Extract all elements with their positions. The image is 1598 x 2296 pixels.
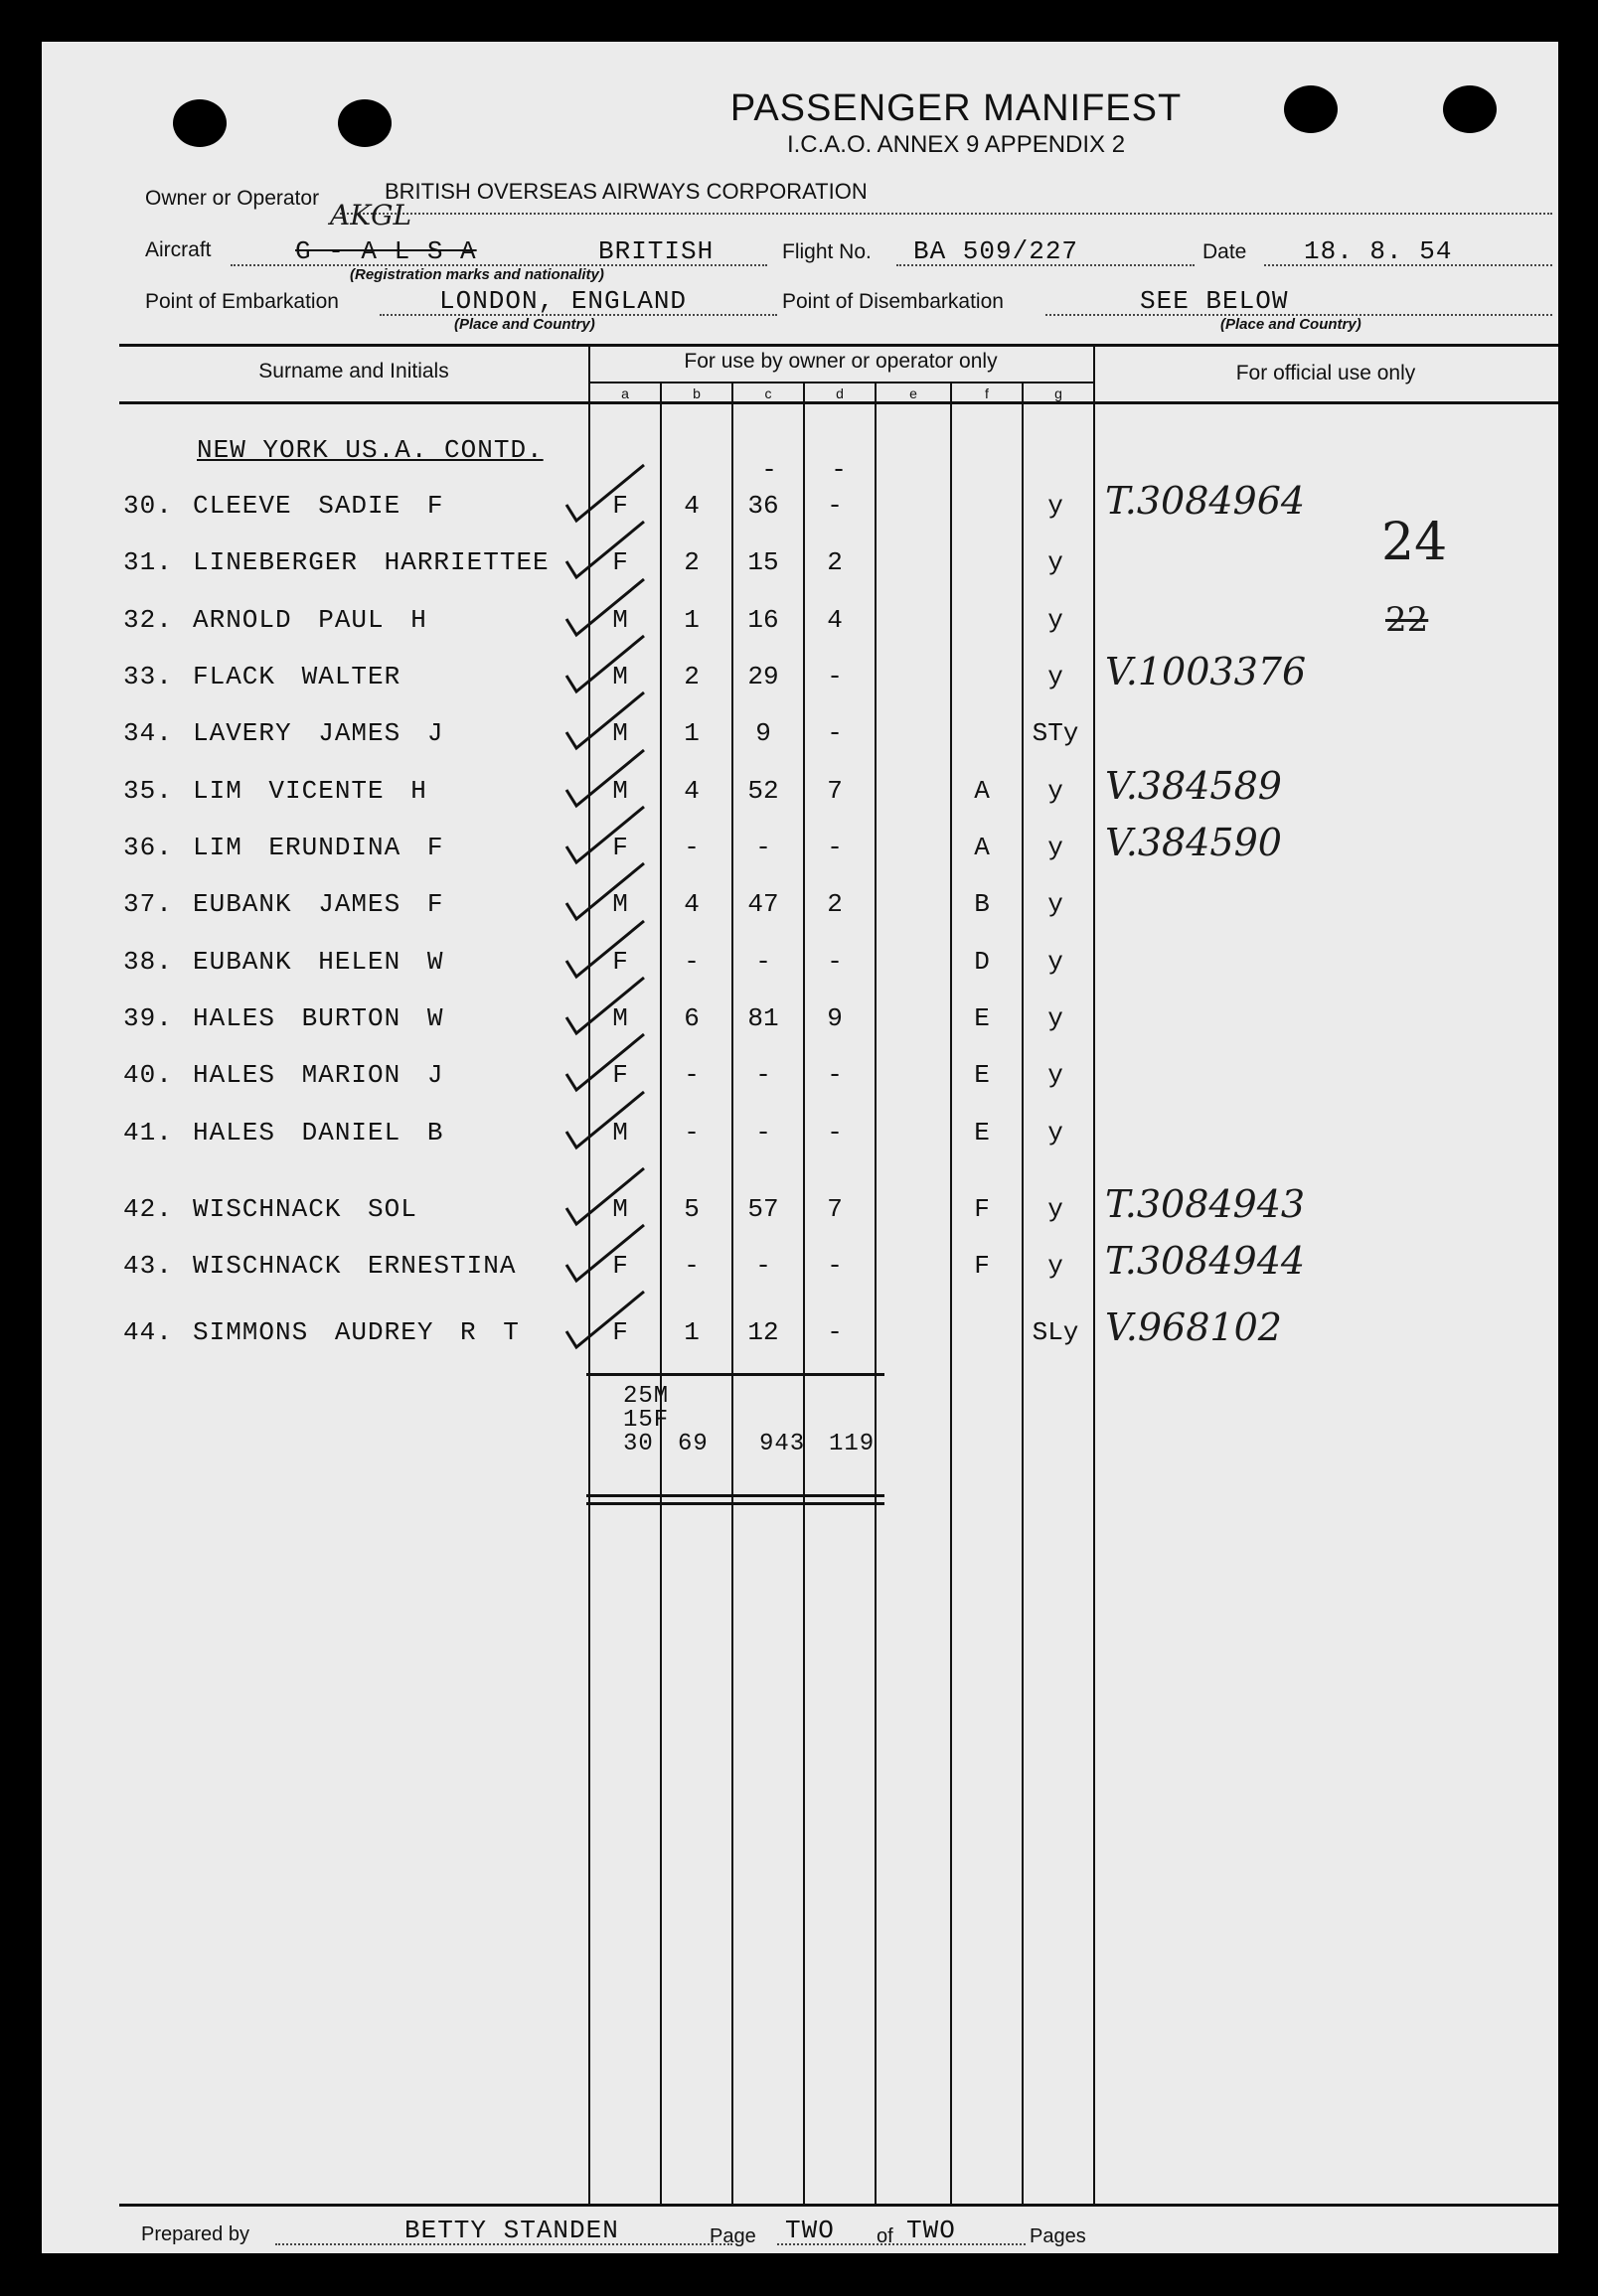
prepared-by-value: BETTY STANDEN [404,2216,619,2245]
owner-value: BRITISH OVERSEAS AIRWAYS CORPORATION [385,179,868,204]
check-mark [566,750,644,806]
section-mark: - [831,455,847,485]
passenger-name: EUBANK HELEN W [193,947,444,977]
of-label: of [877,2225,893,2247]
cell-d: - [827,1060,843,1090]
row-number: 43. [123,1251,173,1281]
cell-c: 29 [747,662,779,691]
check-mark [566,1034,644,1090]
check-mark [566,692,644,748]
row-number: 42. [123,1194,173,1224]
cell-a: M [612,1194,628,1224]
official-note: V.384590 [1105,821,1282,864]
column-letter: b [693,385,701,401]
cell-g: y [1047,662,1063,691]
cell-d: 4 [827,605,843,635]
page-label: Page [710,2225,756,2247]
cell-g: y [1047,947,1063,977]
aircraft-label: Aircraft [145,238,212,261]
cell-a: F [612,1060,628,1090]
cell-c: - [755,1251,771,1281]
cell-c: 81 [747,1003,779,1033]
cell-d: - [827,718,843,748]
row-number: 44. [123,1317,173,1347]
cell-c: - [755,1060,771,1090]
cell-g: y [1047,1118,1063,1148]
cell-g: STy [1032,718,1079,748]
prepared-by-label: Prepared by [141,2223,249,2245]
check-mark [566,1168,644,1224]
passenger-name: HALES BURTON W [193,1003,444,1033]
cell-f: E [974,1118,990,1148]
disembarkation-label: Point of Disembarkation [782,290,1004,313]
cell-b: 6 [684,1003,700,1033]
passenger-name: LIM VICENTE H [193,776,427,806]
margin-note-struck: 22 [1385,600,1429,640]
flight-label: Flight No. [782,240,872,263]
passenger-name: CLEEVE SADIE F [193,491,444,521]
row-number: 36. [123,833,173,862]
cell-b: 1 [684,1317,700,1347]
cell-g: y [1047,605,1063,635]
aircraft-reg-handwritten: AKGL [330,199,412,231]
official-note: V.1003376 [1105,650,1307,693]
embarkation-caption: (Place and Country) [454,316,595,333]
cell-a: M [612,1118,628,1148]
cell-a: M [612,662,628,691]
cell-b: 1 [684,718,700,748]
cell-d: - [827,1317,843,1347]
passenger-name: WISCHNACK SOL [193,1194,417,1224]
passenger-name: SIMMONS AUDREY R T [193,1317,520,1347]
check-mark [566,1292,644,1347]
cell-a: M [612,889,628,919]
official-note: T.3084964 [1105,479,1306,523]
cell-d: - [827,1251,843,1281]
check-mark [566,1225,644,1281]
manifest-sheet [42,42,1558,2253]
owner-use-header: For use by owner or operator only [684,350,998,373]
passenger-name: WISCHNACK ERNESTINA [193,1251,517,1281]
cell-d: 2 [827,547,843,577]
passenger-name: HALES MARION J [193,1060,444,1090]
row-number: 41. [123,1118,173,1148]
cell-c: 12 [747,1317,779,1347]
cell-f: F [974,1251,990,1281]
of-value: TWO [906,2216,956,2245]
total-b: 69 [678,1431,709,1457]
check-marks [42,42,1558,2253]
cell-c: 36 [747,491,779,521]
document-title: PASSENGER MANIFEST [729,87,1183,129]
cell-f: E [974,1003,990,1033]
total-a: 30 [623,1431,654,1457]
official-note: T.3084944 [1105,1239,1306,1283]
check-mark [566,863,644,919]
column-letter: f [985,385,989,401]
owner-label: Owner or Operator [145,187,320,210]
cell-a: F [612,1251,628,1281]
official-note: V.968102 [1105,1305,1282,1349]
column-letter: a [621,385,629,401]
check-mark [566,978,644,1033]
cell-c: 16 [747,605,779,635]
row-number: 30. [123,491,173,521]
cell-a: M [612,1003,628,1033]
cell-a: F [612,547,628,577]
cell-c: 9 [755,718,771,748]
cell-a: F [612,947,628,977]
embarkation-value: LONDON, ENGLAND [439,286,688,316]
aircraft-nationality: BRITISH [598,236,715,266]
cell-b: 5 [684,1194,700,1224]
cell-f: F [974,1194,990,1224]
cell-g: y [1047,833,1063,862]
total-female: 15F [623,1407,670,1434]
row-number: 35. [123,776,173,806]
row-number: 32. [123,605,173,635]
column-letter: g [1054,385,1062,401]
cell-b: - [684,947,700,977]
cell-g: y [1047,889,1063,919]
row-number: 33. [123,662,173,691]
cell-f: A [974,776,990,806]
cell-g: y [1047,1251,1063,1281]
passenger-name: LINEBERGER HARRIETTEE [193,547,550,577]
passenger-name: FLACK WALTER [193,662,401,691]
cell-a: M [612,718,628,748]
cell-g: y [1047,1060,1063,1090]
check-mark [566,807,644,862]
cell-c: - [755,1118,771,1148]
cell-d: - [827,947,843,977]
cell-c: 52 [747,776,779,806]
cell-b: - [684,1118,700,1148]
cell-g: y [1047,491,1063,521]
cell-a: F [612,833,628,862]
cell-d: - [827,662,843,691]
check-mark [566,579,644,635]
cell-b: 1 [684,605,700,635]
page-value: TWO [785,2216,835,2245]
cell-d: - [827,833,843,862]
check-mark [566,522,644,577]
flight-number: BA 509/227 [913,236,1079,266]
section-mark: - [761,455,777,485]
cell-d: - [827,1118,843,1148]
cell-d: - [827,491,843,521]
page-dotted-line [777,2243,1026,2245]
passenger-name: ARNOLD PAUL H [193,605,427,635]
cell-d: 7 [827,1194,843,1224]
flight-date: 18. 8. 54 [1304,236,1453,266]
cell-c: 57 [747,1194,779,1224]
official-use-header: For official use only [1235,362,1416,384]
totals-top-rule [586,1373,884,1376]
cell-b: 4 [684,889,700,919]
row-number: 37. [123,889,173,919]
disembarkation-caption: (Place and Country) [1220,316,1361,333]
official-note: T.3084943 [1105,1182,1306,1226]
section-heading: NEW YORK US.A. CONTD. [197,435,544,465]
row-number: 31. [123,547,173,577]
cell-f: D [974,947,990,977]
cell-f: A [974,833,990,862]
cell-c: - [755,947,771,977]
cell-g: SLy [1032,1317,1079,1347]
aircraft-reg: G - A L S A [295,236,477,266]
check-mark [566,1092,644,1148]
cell-g: y [1047,547,1063,577]
passenger-name: HALES DANIEL B [193,1118,444,1148]
cell-d: 7 [827,776,843,806]
cell-a: M [612,776,628,806]
prepared-dotted-line [275,2243,732,2245]
row-number: 38. [123,947,173,977]
cell-c: 15 [747,547,779,577]
row-number: 34. [123,718,173,748]
cell-f: B [974,889,990,919]
cell-g: y [1047,776,1063,806]
cell-g: y [1047,1003,1063,1033]
total-d: 119 [829,1431,876,1457]
cell-f: E [974,1060,990,1090]
cell-d: 9 [827,1003,843,1033]
row-number: 40. [123,1060,173,1090]
official-note: V.384589 [1105,764,1282,808]
totals-double-rule [586,1502,884,1505]
surname-header: Surname and Initials [258,360,449,383]
cell-g: y [1047,1194,1063,1224]
total-male: 25M [623,1383,670,1410]
date-label: Date [1202,240,1247,263]
cell-d: 2 [827,889,843,919]
check-mark [566,921,644,977]
pages-label: Pages [1030,2225,1086,2247]
cell-b: 4 [684,776,700,806]
passenger-name: LAVERY JAMES J [193,718,444,748]
column-letter: e [909,385,917,401]
passenger-name: EUBANK JAMES F [193,889,444,919]
registration-caption: (Registration marks and nationality) [350,266,604,283]
column-letter: c [764,385,772,401]
embarkation-label: Point of Embarkation [145,290,339,313]
total-c: 943 [759,1431,806,1457]
margin-note: 24 [1381,513,1448,572]
column-letter: d [836,385,844,401]
cell-a: F [612,1317,628,1347]
cell-c: 47 [747,889,779,919]
document-subtitle: I.C.A.O. ANNEX 9 APPENDIX 2 [786,131,1126,158]
cell-a: M [612,605,628,635]
cell-b: 4 [684,491,700,521]
cell-b: 2 [684,662,700,691]
cell-b: - [684,1060,700,1090]
passenger-name: LIM ERUNDINA F [193,833,444,862]
cell-c: - [755,833,771,862]
cell-b: - [684,1251,700,1281]
cell-a: F [612,491,628,521]
check-mark [566,636,644,691]
disembarkation-value: SEE BELOW [1140,286,1289,316]
totals-double-rule [586,1494,884,1497]
cell-b: 2 [684,547,700,577]
row-number: 39. [123,1003,173,1033]
check-mark [566,465,644,521]
cell-b: - [684,833,700,862]
